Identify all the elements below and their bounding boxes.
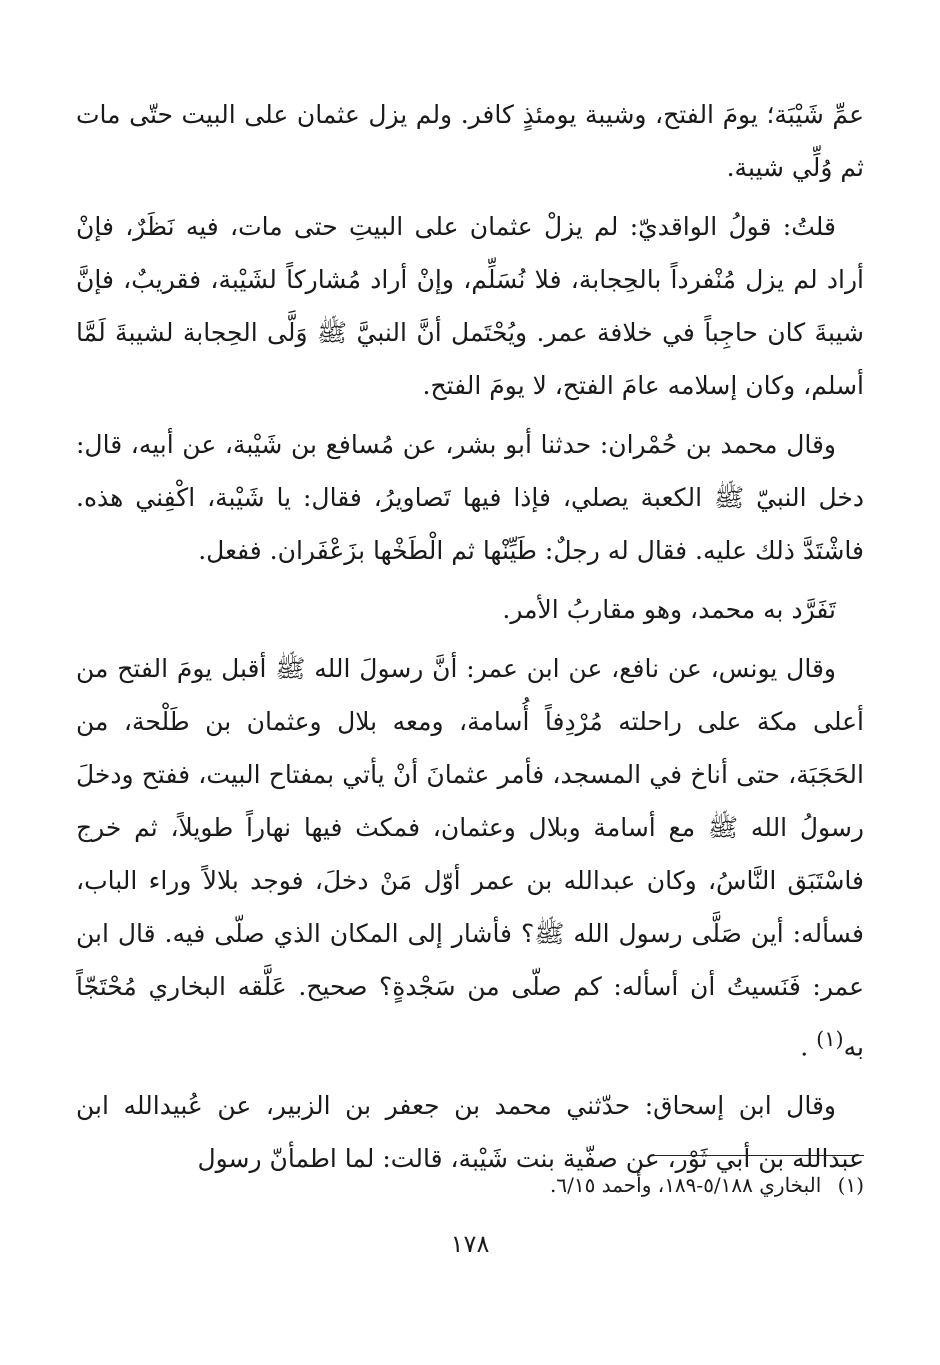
main-text-block	[76, 88, 864, 1191]
paragraph-5	[76, 642, 864, 1073]
footnote-text: البخاري ٥/١٨٨-١٨٩، وأحمد ٦/١٥.	[550, 1173, 822, 1197]
paragraph-1: عمِّ شَيْبَة؛ يومَ الفتح، وشيبة يومئذٍ كافر. ولم يزل عثمان على البيت حتّى مات ثم وُلِّي شيبة.	[76, 100, 864, 182]
paragraph-3: وقال محمد بن حُمْران: حدثنا أبو بشر، عن مُسافع بن شَيْبة، عن أبيه، قال: دخل النبيّ ﷺ الكعبة يصلي، فإذا فيها تَصاويرُ، فقال: يا شَيْبة، اكْفِني هذه. فاشْتَدَّ ذلك عليه. فقال له رجلٌ: طَيِّنْها ثم الْطَخْها بزَعْفَران. ففعل.	[76, 430, 864, 565]
page-number: ١٧٨	[450, 1230, 490, 1258]
footnote-number: (١)	[837, 1173, 864, 1197]
footnote-separator	[654, 1155, 864, 1156]
footnote	[76, 1168, 864, 1202]
paragraph-4: تَفَرَّد به محمد، وهو مقاربُ الأمر.	[502, 595, 836, 624]
footnote-reference: (١)	[816, 1027, 844, 1051]
paragraph-5-text: وقال يونس، عن نافع، عن ابن عمر: أنَّ رسولَ الله ﷺ أقبل يومَ الفتح من أعلى مكة على راحلته مُرْدِفاً أُسامة، ومعه بلال وعثمان بن طَلْحة، من الحَجَبَة، حتى أناخ في المسجد، فأمر عثمانَ أنْ يأتي بمفتاح البيت، ففتح ودخلَ رسولُ الله ﷺ مع أسامة وبلال وعثمان، فمكث فيها نهاراً طويلاً، ثم خرج فاسْتَبَق النَّاسُ، وكان عبدالله بن عمر أوّل مَنْ دخلَ، فوجد بلالاً وراء الباب، فسأله: أين صَلَّى رسول الله ﷺ؟ فأشار إلى المكان الذي صلّى فيه. قال ابن عمر: فَنَسيتُ أن أسأله: كم صلّى من سَجْدةٍ؟ صحيح. عَلَّقه البخاري مُحْتَجّاً به	[76, 654, 864, 1062]
paragraph-6: وقال ابن إسحاق: حدّثني محمد بن جعفر بن الزبير، عن عُبيدالله ابن عبدالله بن أبي ثَوْر، عن صفّية بنت شَيْبة، قالت: لما اطمأنّ رسول	[76, 1091, 864, 1174]
paragraph-5-tail: .	[800, 1032, 817, 1062]
paragraph-2: قلتُ: قولُ الواقديّ: لم يزلْ عثمان على البيتِ حتى مات، فيه نَظَرٌ، فإنْ أراد لم يزل مُنْفرداً بالحِجابة، فلا نُسَلِّم، وإنْ أراد مُشاركاً لشَيْبة، فقريبٌ، فإنَّ شيبةَ كان حاجِباً في خلافة عمر. ويُحْتَمل أنَّ النبيَّ ﷺ وَلَّى الحِجابة لشيبةَ لَمَّا أسلم، وكان إسلامه عامَ الفتح، لا يومَ الفتح.	[76, 212, 864, 400]
